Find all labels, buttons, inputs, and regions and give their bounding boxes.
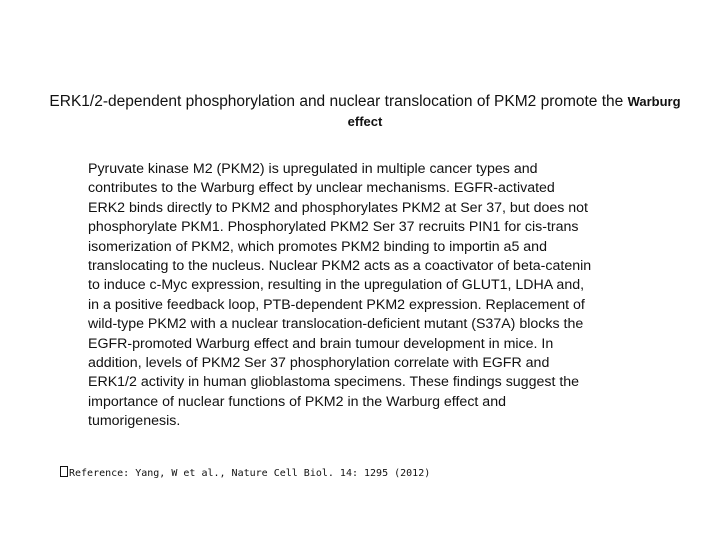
- reference-text: Reference: Yang, W et al., Nature Cell Biol. 14: 1295 (2012): [69, 468, 431, 479]
- abstract-line: importance of nuclear functions of PKM2 in the Warburg effect and: [88, 393, 506, 410]
- abstract-line: in a positive feedback loop, PTB-dependent PKM2 expression. Replacement of: [88, 296, 585, 313]
- reference-note: [60, 466, 430, 481]
- abstract-line: Pyruvate kinase M2 (PKM2) is upregulated in multiple cancer types and: [88, 161, 538, 177]
- abstract-line: wild-type PKM2 with a nuclear translocation-deficient mutant (S37A) blocks the: [88, 316, 584, 333]
- abstract-line: EGFR-promoted Warburg effect and brain tumour development in mice. In: [88, 335, 554, 352]
- abstract-line: tumorigenesis.: [88, 413, 181, 430]
- title-emphasis-warburg: Warburg: [627, 94, 681, 109]
- abstract-line: to induce c-Myc expression, resulting in the upregulation of GLUT1, LDHA and,: [88, 277, 585, 294]
- abstract-line: phosphorylate PKM1. Phosphorylated PKM2 Ser 37 recruits PIN1 for cis-trans: [88, 219, 579, 236]
- slide-title: [30, 92, 700, 132]
- bullet-box-icon: [60, 466, 68, 477]
- abstract-line: ERK1/2 activity in human glioblastoma specimens. These findings suggest the: [88, 374, 580, 391]
- abstract-line: translocating to the nucleus. Nuclear PKM2 acts as a coactivator of beta-catenin: [88, 258, 592, 275]
- abstract-line: addition, levels of PKM2 Ser 37 phosphorylation correlate with EGFR and: [88, 355, 550, 372]
- abstract-text: [88, 160, 668, 432]
- abstract-line: contributes to the Warburg effect by unclear mechanisms. EGFR-activated: [88, 180, 555, 197]
- abstract-line: isomerization of PKM2, which promotes PKM2 binding to importin a5 and: [88, 238, 547, 255]
- title-text: ERK1/2-dependent phosphorylation and nuclear translocation of PKM2 promote the: [49, 93, 628, 110]
- abstract-line: ERK2 binds directly to PKM2 and phosphorylates PKM2 at Ser 37, but does not: [88, 199, 588, 216]
- title-emphasis-effect: effect: [347, 114, 383, 129]
